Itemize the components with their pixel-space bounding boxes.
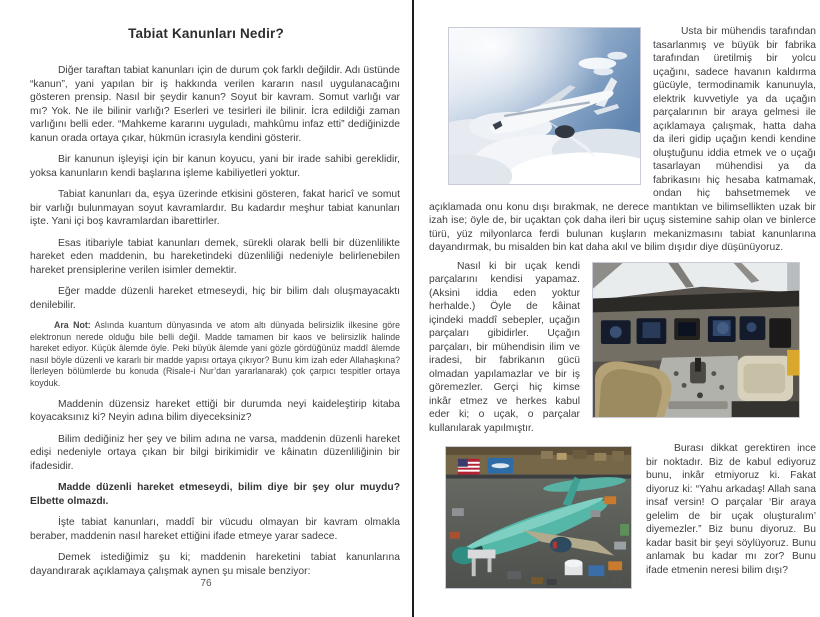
paragraph-text: Burası dikkat gerektiren ince bir noktadır. Biz de kabul ediyoruz bunu, inkâr etmiyoruz ki. Fakat diyoruz ki: “Yahu arkadaş! Allah sana insaf versin! O parçalar ‘Bir araya gelelim de bir uçak oluşturalım’ diyemezler.” Biz bunu diyoruz. Bu kadar basit bir şeyi söylüyoruz. Bunu anlamak bu kadar mı zor? Bunu ifade etmenin neresi bilim dışı?: [646, 443, 816, 576]
paragraph: Eğer madde düzenli hareket etmeseydi, hiç bir bilim dalı oluşmayacaktı denilebilir.: [30, 286, 400, 311]
airliner-above-clouds-photo: [448, 27, 641, 185]
paragraph: Bir kanunun işleyişi için bir kanun koyucu, yani bir irade sahibi gereklidir, yoksa kanunların kendi başlarına işleme kabiliyetleri yoktur.: [30, 154, 400, 179]
bold-sentence: Madde düzenli hareket etmeseydi, bilim diye bir şey olur muydu? Elbette olmazdı.: [30, 482, 400, 507]
ara-note-text: Aslında kuantum dünyasında ve atom altı dünyada belirsizlik ilkesine göre elektronun nerede olduğu bile belli değil. Madde tamamen bir kaos ve belirsizlik halinde hareket ediyor. Küçük âlemde öyle. Peki büyük âlemde yani gözle gördüğünüz maddî âlemde nasıl böyle düzenli ve kararlı bir madde yapısı ortaya çıkıyor? Bunu kim izah eder Allahaşkına? İlerleyen bölümlerde bu konuda (Risale-i Nur’dan yararlanarak) çok çarpıcı tespitler ortaya koyduk.: [30, 320, 401, 388]
paragraph-with-cockpit-photo: [429, 260, 816, 436]
paragraph-text: Nasıl ki bir uçak kendi parçalarını kendisi yapamaz. (Aksini iddia eden yoktur herhalde.) Öyle de kâinat içindeki maddî sebepler, uçağın parçaları gibidirler. Uçağın parçaları, bir mühendisin ilim ve iradesi, bir fabrikanın gücü olmadan yapılamazlar ve bir iş göremezler. Gerçi hiç kimse inkâr etmez ve herkes kabul eder ki; o uçak, o parçalar kullanılarak yapılmıştır.: [429, 260, 580, 434]
paragraph: Tabiat kanunları da, eşya üzerinde etkisini gösteren, fakat haricî ve somut bir varlığı bulunmayan soyut kavramlardır. Bu kadardır meşhur tabiat kanunları işte. Yani içi boş kavramlardan ibarettirler.: [30, 189, 400, 227]
paragraph-text: Usta bir mühendis tarafından tasarlanmış ve büyük bir fabrika tarafından üretilmiş bir yolcu uçağını, sadece havanın kaldırma gücüyle, termodinamik kanunuyla, elektrik kuvvetiyle ya da uçağın parçalarının bir araya gelmesi ile açıklamaya çalışmak, hatta daha da ileri gidip uçağın kendi kendine oluştuğunu iddia etmek ve o uçağı tasarlayan mühendisi ya da fabrikasını hiç hesaba katmamak, ondan hiç bahsetmemek ve açıklamada onu konu dışı bırakmak, ne derece mantıktan ve bilimsellikten uzak bir izah ise; öyle de, bir uçaktan çok daha ileri bir uçuş sistemine sahip olan ve binlerce türü, yüz milyonlarca ferdi bulunan kuşların mekanizmasını tabiat kanunlarına dayandırmak, bu misalden bin kat daha akıl ve bilim dışıdır diye düşünüyoruz.: [429, 26, 816, 253]
paragraph: Diğer taraftan tabiat kanunları için de durum çok farklı değildir. Adı üstünde “kanun”, yani yapılan bir iş hakkında verilen kararın nasıl uygulanacağını gösteren prensip. Nasıl bir şeydir kanun? Soyut bir kavram. Somut varlığı var mı? Yok. Ne ile bilinir varlığı? Eserleri ve tesirleri ile bilinir. İcra edildiği zaman varlığını belli eder. “Mahkeme kararını uyguladı, mahkûmu infaz etti” dediğinizde kanun orada ortaya çıkar, hükmün icrasıyla kendini gösterir.: [30, 65, 400, 144]
ara-note-label: Ara Not:: [54, 320, 91, 330]
page-title: Tabiat Kanunları Nedir?: [128, 26, 284, 41]
paragraph: Demek istediğimiz şu ki; maddenin hareketini tabiat kanunlarına dayandırarak açıklamaya çalışmak aynen şu misale benziyor:: [30, 552, 400, 577]
aircraft-factory-photo: [445, 446, 632, 589]
paragraph: Bilim dediğiniz her şey ve bilim adına ne varsa, maddenin düzenli hareket edişi nedeniyle ortaya çıkan bir bilgi birikimidir ve kâinatın düzenliliğinin bir ifadesidir.: [30, 433, 400, 472]
ara-note-paragraph: [30, 320, 400, 390]
paragraph-with-airplane-photo: [429, 25, 816, 255]
page-number-left: 76: [200, 578, 212, 589]
airplane-poster: [488, 458, 514, 474]
paragraph: İşte tabiat kanunları, maddî bir vücudu olmayan bir kavram olmakla beraber, maddenin nasıl hareket ettiğini ifade etmeye yarar sadece.: [30, 517, 400, 542]
paragraph-with-factory-photo: [429, 440, 816, 577]
right-page: [414, 0, 820, 617]
us-flag: [458, 459, 480, 475]
page-number-right: 77: [611, 578, 623, 589]
paragraph: Esas itibariyle tabiat kanunları demek, sürekli olarak belli bir düzenlilikte hareket eden maddenin, bu hareketindeki düzenliliği nedeniyle belirlenebilen hareket prensiplerine verilen isimler demektir.: [30, 237, 400, 276]
paragraph: Maddenin düzensiz hareket ettiği bir durumda neyi kaideleştirip kitaba koyacaksınız ki? Neyin adına bilim diyeceksiniz?: [30, 398, 400, 424]
cockpit-photo: [592, 262, 800, 418]
